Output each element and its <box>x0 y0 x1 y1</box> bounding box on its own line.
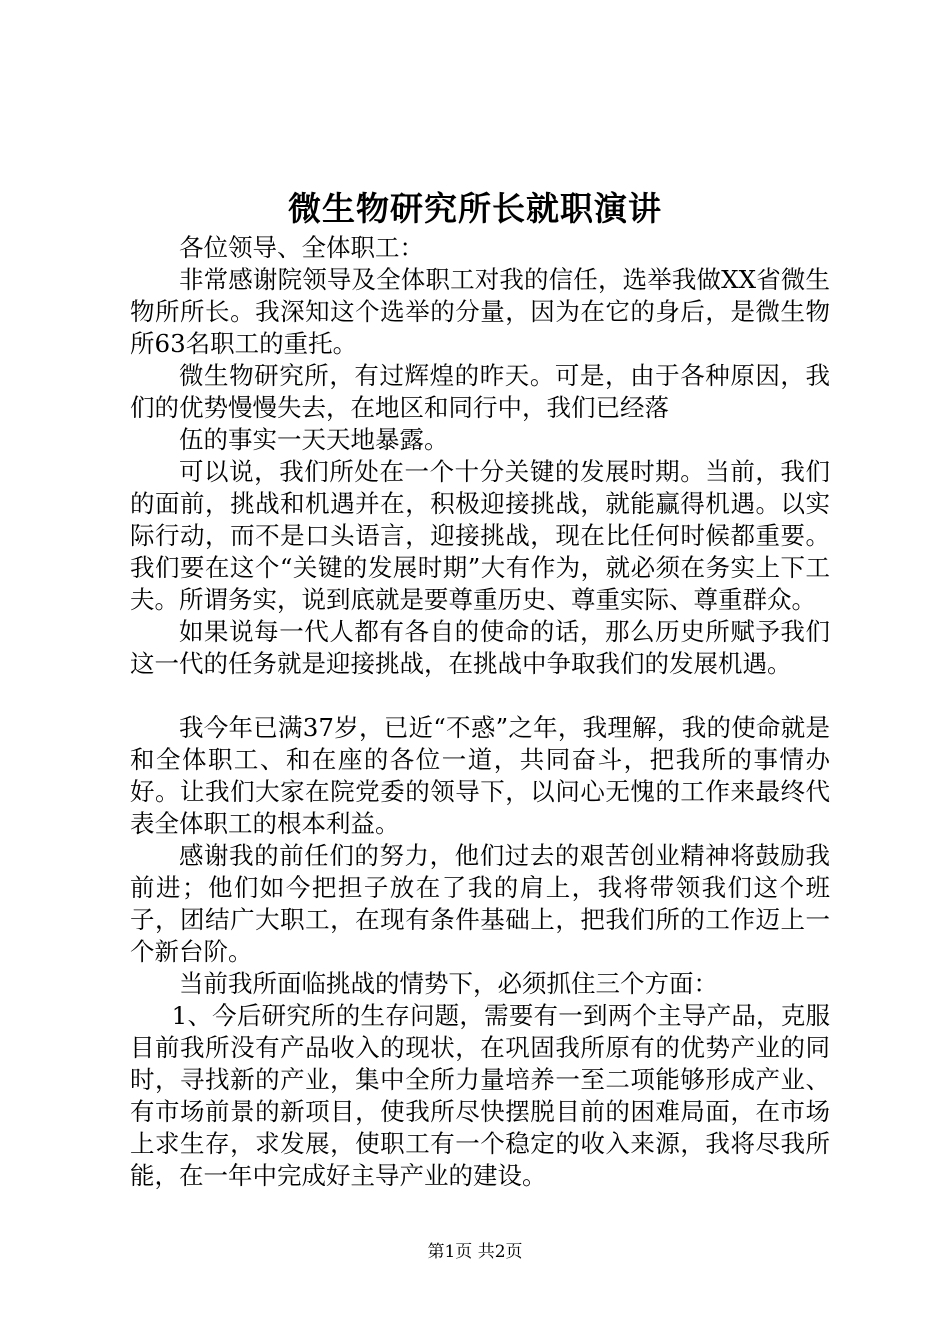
list-item: 1、今后研究所的生存问题，需要有一到两个主导产品，克服目前我所没有产品收入的现状，在巩固我所原有的优势产业的同时，寻找新的产业，集中全所力量培养一至二项能够形成产业、有市场前景的新项目，使我所尽快摆脱目前的困难局面，在市场上求生存，求发展，使职工有一个稳定的收入来源，我将尽我所能，在一年中完成好主导产业的建设。 <box>130 1001 830 1190</box>
paragraph: 伍的事实一天天地暴露。 <box>179 425 449 454</box>
paragraph: 感谢我的前任们的努力，他们过去的艰苦创业精神将鼓励我前进；他们如今把担子放在了我的肩上，我将带领我们这个班子，团结广大职工，在现有条件基础上，把我们所的工作迈上一个新台阶。 <box>130 841 830 966</box>
salutation: 各位领导、全体职工： <box>179 233 424 262</box>
page-footer: 第1页 共2页 <box>427 1242 523 1262</box>
paragraph: 微生物研究所，有过辉煌的昨天。可是，由于各种原因，我们的优势慢慢失去，在地区和同行中，我们已经落 <box>130 361 830 422</box>
paragraph: 我今年已满37岁，已近“不惑”之年，我理解，我的使命就是和全体职工、和在座的各位一道，共同奋斗，把我所的事情办好。让我们大家在院党委的领导下，以问心无愧的工作来最终代表全体职工的根本利益。 <box>130 713 830 838</box>
paragraph: 如果说每一代人都有各自的使命的话，那么历史所赋予我们这一代的任务就是迎接挑战，在挑战中争取我们的发展机遇。 <box>130 617 830 678</box>
blank-line <box>130 680 830 712</box>
document-body <box>130 232 830 1192</box>
paragraph: 非常感谢院领导及全体职工对我的信任，选举我做XX省微生物所所长。我深知这个选举的分量，因为在它的身后，是微生物所63名职工的重托。 <box>130 265 830 358</box>
paragraph: 可以说，我们所处在一个十分关键的发展时期。当前，我们的面前，挑战和机遇并在，积极迎接挑战，就能赢得机遇。以实际行动，而不是口头语言，迎接挑战，现在比任何时候都重要。我们要在这个“关键的发展时期”大有作为，就必须在务实上下工夫。所谓务实，说到底就是要尊重历史、尊重实际、尊重群众。 <box>130 457 830 614</box>
paragraph: 当前我所面临挑战的情势下，必须抓住三个方面： <box>179 969 718 998</box>
document-title: 微生物研究所长就职演讲 <box>288 189 662 228</box>
